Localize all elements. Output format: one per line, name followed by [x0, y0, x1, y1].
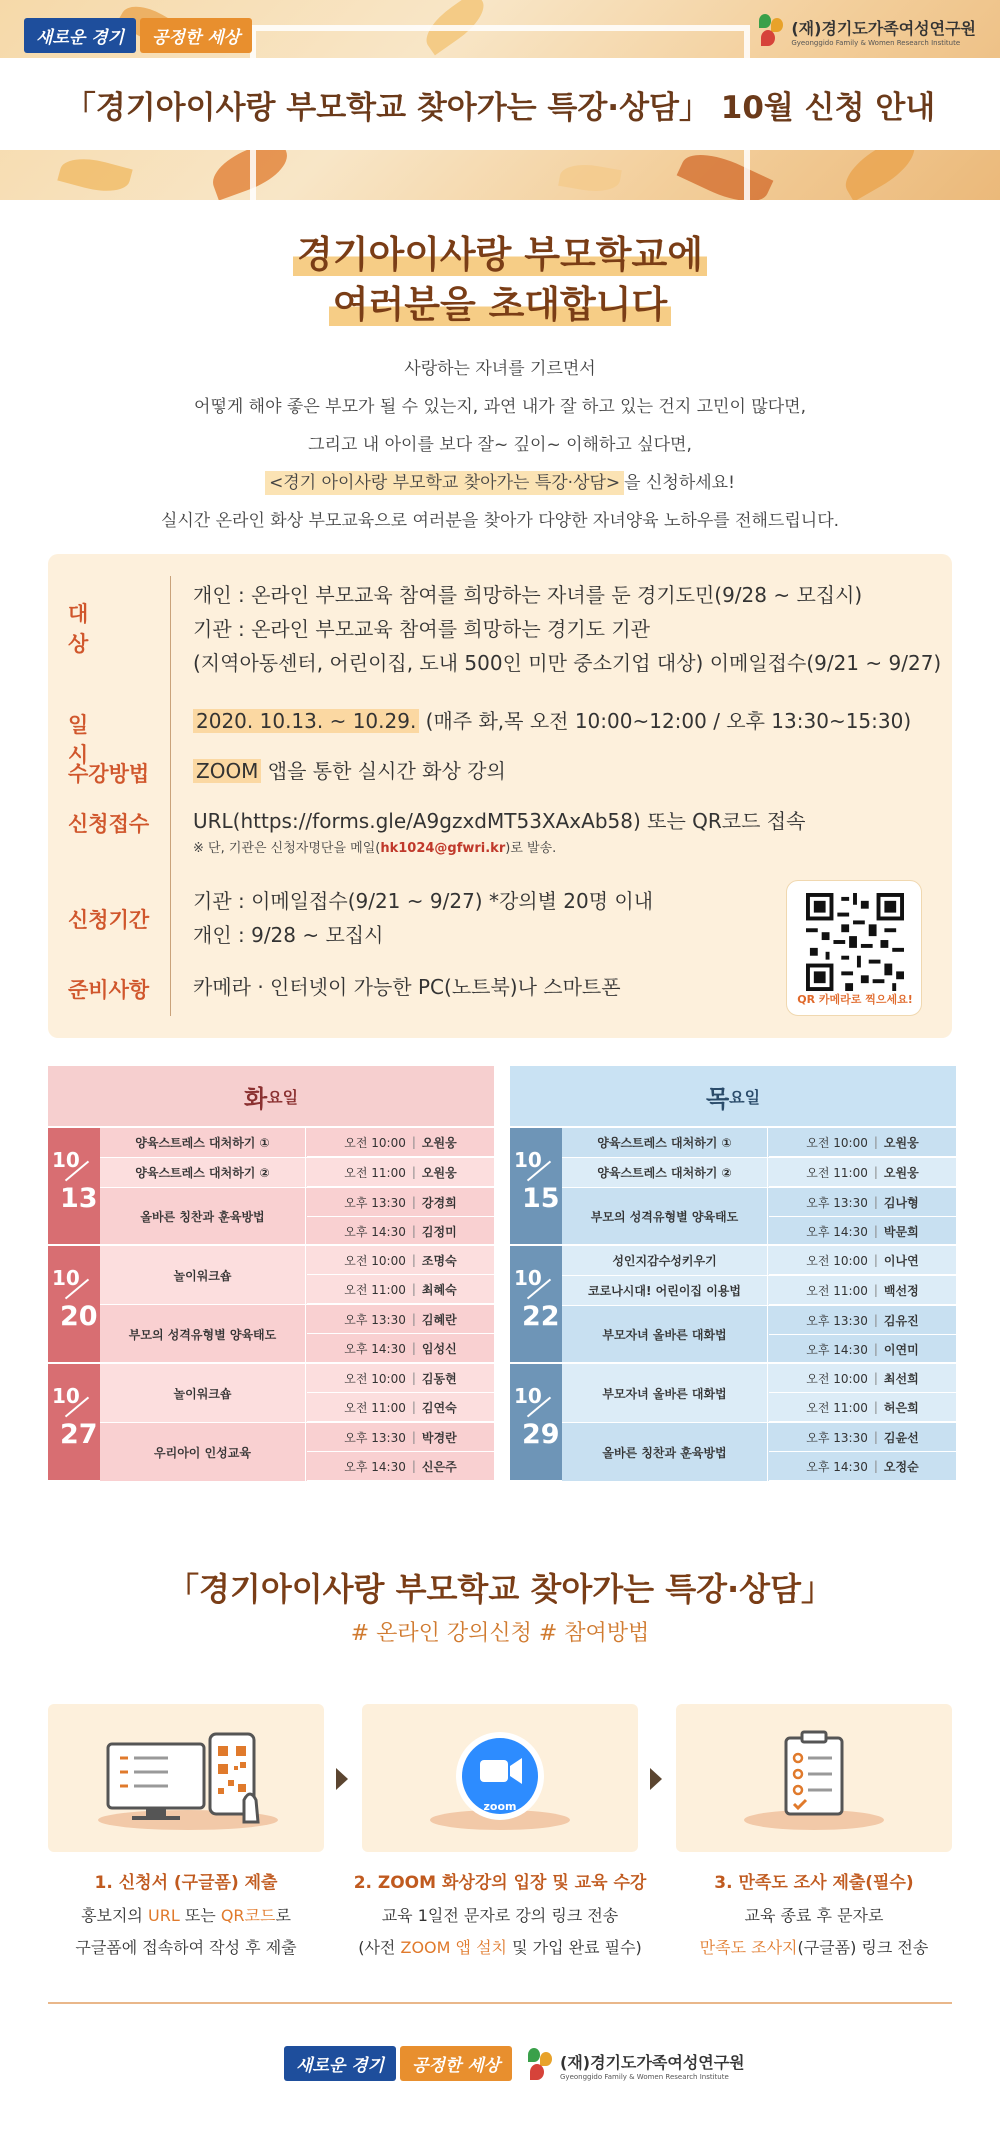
table-row	[100, 1246, 494, 1305]
time-slot: 오후 14:30 | 박문희	[769, 1217, 956, 1246]
date-cell: 10 15	[510, 1128, 562, 1244]
step-title: 3. 만족도 조사 제출(필수)	[714, 1873, 914, 1893]
invite-line: 어떻게 해야 좋은 부모가 될 수 있는지, 과연 내가 잘 하고 있는 건지 고민이 많다면,	[194, 397, 806, 417]
invite-line: 그리고 내 아이를 보다 잘~ 깊이~ 이해하고 싶다면,	[308, 435, 692, 455]
date-label: 일 시	[68, 713, 111, 767]
howto-tags: # 온라인 강의신청 # 참여방법	[350, 1621, 650, 1646]
time-slot: 오전 11:00 | 오원웅	[769, 1158, 956, 1187]
apply-url[interactable]: URL(https://forms.gle/A9gzxdMT53XAxAb58) 또는 QR코드 접속	[193, 809, 806, 833]
method-detail: 앱을 통한 실시간 화상 강의	[261, 759, 506, 783]
day-name: 화	[243, 1084, 268, 1113]
table-row	[562, 1423, 956, 1482]
time-slot: 오전 10:00 | 김동현	[307, 1364, 494, 1393]
day-header-tuesday	[48, 1066, 494, 1126]
invite-paragraph	[0, 350, 1000, 540]
step-card-zoom	[362, 1704, 638, 1852]
computer-phone-icon	[48, 1704, 324, 1852]
table-row	[562, 1246, 956, 1276]
zoom-label: zoom	[483, 1800, 517, 1813]
time-slot: 오후 13:30 | 김유진	[769, 1306, 956, 1335]
org-logo	[757, 12, 976, 50]
page-title: 「경기아이사랑 부모학교 찾아가는 특강·상담」 10월 신청 안내	[64, 89, 936, 126]
date-range: 2020. 10.13. ~ 10.29.	[193, 709, 419, 733]
period-label: 신청기간	[68, 908, 150, 932]
time-slot: 오후 14:30 | 신은주	[307, 1452, 494, 1481]
table-row	[100, 1158, 494, 1188]
table-row	[562, 1158, 956, 1188]
time-slot: 오후 13:30 | 김나형	[769, 1188, 956, 1217]
qr-code[interactable]	[786, 880, 922, 1016]
prep-detail: 카메라 · 인터넷이 가능한 PC(노트북)나 스마트폰	[193, 975, 621, 999]
date-block	[48, 1126, 494, 1244]
method-label: 수강방법	[68, 762, 150, 786]
day-suffix: 요일	[267, 1087, 299, 1107]
divider	[170, 576, 171, 1016]
apply-note: ※ 단, 기관은 신청자명단을 메일(	[193, 841, 381, 856]
time-slot: 오후 14:30 | 임성신	[307, 1334, 494, 1363]
divider	[48, 2002, 952, 2004]
qr-code-icon	[806, 893, 904, 991]
target-label: 대 상	[68, 602, 111, 656]
time-slot: 오전 10:00 | 오원웅	[307, 1128, 494, 1157]
org-name-kr: (재)경기도가족여성연구원	[560, 2052, 745, 2072]
time-slot: 오후 14:30 | 이연미	[769, 1335, 956, 1364]
invite-heading-line1: 경기아이사랑 부모학교에	[293, 233, 707, 276]
time-slot: 오후 13:30 | 강경희	[307, 1188, 494, 1217]
step-card-apply	[48, 1704, 324, 1852]
time-slot: 오후 13:30 | 김혜란	[307, 1305, 494, 1334]
date-block	[48, 1362, 494, 1480]
date-cell: 10 22	[510, 1246, 562, 1362]
table-row	[562, 1276, 956, 1306]
period-individual: 개인 : 9/28 ~ 모집시	[193, 923, 384, 947]
date-cell: 10 13	[48, 1128, 100, 1244]
table-row	[100, 1188, 494, 1246]
target-institution-detail: (지역아동센터, 어린이집, 도내 500인 미만 중소기업 대상) 이메일접수(9/21 ~ 9/27)	[193, 651, 942, 675]
course-name: 부모의 성격유형별 양육태도	[100, 1305, 306, 1363]
footer-slogan	[284, 2046, 512, 2081]
leaf-decoration	[57, 151, 132, 198]
slogan-right: 공정한 세상	[400, 2046, 512, 2081]
howto-title: 「경기아이사랑 부모학교 찾아가는 특강·상담」	[167, 1570, 833, 1608]
qr-caption: QR 카메라로 찍으세요!	[797, 993, 913, 1006]
zoom-logo-icon	[362, 1704, 638, 1852]
slogan-left: 새로운 경기	[24, 18, 136, 53]
schedule-tuesday	[48, 1066, 494, 1480]
day-header-thursday	[510, 1066, 956, 1126]
invite-line: 사랑하는 자녀를 기르면서	[404, 359, 596, 379]
time-slot: 오전 10:00 | 최선희	[769, 1364, 956, 1393]
course-name: 올바른 칭찬과 훈육방법	[562, 1423, 768, 1481]
program-name-highlight: <경기 아이사랑 부모학교 찾아가는 특강·상담>	[265, 471, 624, 495]
info-box	[48, 554, 952, 1038]
table-row	[562, 1128, 956, 1158]
date-cell: 10 20	[48, 1246, 100, 1362]
day-suffix: 요일	[729, 1087, 761, 1107]
org-name-kr: (재)경기도가족여성연구원	[791, 18, 976, 38]
clipboard-checklist-icon	[676, 1704, 952, 1852]
apply-label: 신청접수	[68, 812, 150, 836]
step-description: 교육 1일전 문자로 강의 링크 전송 (사전 ZOOM 앱 설치 및 가입 완료 필수)	[358, 1906, 642, 1957]
course-name: 부모자녀 올바른 대화법	[562, 1364, 768, 1422]
prep-label: 준비사항	[68, 978, 150, 1002]
course-name: 양육스트레스 대처하기 ①	[562, 1128, 768, 1157]
table-row	[100, 1305, 494, 1364]
course-name: 양육스트레스 대처하기 ②	[100, 1158, 306, 1187]
apply-note-end: )로 발송.	[505, 841, 557, 856]
org-logo-mark	[757, 12, 787, 50]
time-slot: 오전 11:00 | 백선정	[769, 1276, 956, 1305]
step-card-survey	[676, 1704, 952, 1852]
slogan-right: 공정한 세상	[140, 18, 252, 53]
date-block	[510, 1362, 956, 1480]
table-row	[100, 1128, 494, 1158]
date-block	[510, 1244, 956, 1362]
date-detail: (매주 화,목 오전 10:00~12:00 / 오후 13:30~15:30)	[419, 709, 912, 733]
method-zoom: ZOOM	[193, 759, 261, 783]
step-description: 홍보지의 URL 또는 QR코드로 구글폼에 접속하여 작성 후 제출	[75, 1906, 297, 1957]
time-slot: 오후 14:30 | 오정순	[769, 1452, 956, 1481]
target-institution: 기관 : 온라인 부모교육 참여를 희망하는 경기도 기관	[193, 617, 650, 641]
course-name: 우리아이 인성교육	[100, 1423, 306, 1481]
date-block	[48, 1244, 494, 1362]
step-title: 1. 신청서 (구글폼) 제출	[94, 1873, 278, 1893]
time-slot: 오후 14:30 | 김정미	[307, 1217, 494, 1246]
org-name-en: Gyeonggido Family & Women Research Institute	[791, 38, 961, 47]
table-row	[100, 1364, 494, 1423]
table-row	[562, 1306, 956, 1364]
org-logo-mark	[526, 2046, 556, 2084]
invite-line: 실시간 온라인 화상 부모교육으로 여러분을 찾아가 다양한 자녀양육 노하우를 전해드립니다.	[160, 511, 840, 531]
title-band	[0, 58, 1000, 150]
date-cell: 10 29	[510, 1364, 562, 1480]
time-slot: 오전 10:00 | 조명숙	[307, 1246, 494, 1275]
course-name: 놀이워크숍	[100, 1246, 306, 1304]
slogan-badge	[24, 18, 252, 53]
date-cell: 10 27	[48, 1364, 100, 1480]
time-slot: 오전 11:00 | 김연숙	[307, 1393, 494, 1422]
period-institution: 기관 : 이메일접수(9/21 ~ 9/27) *강의별 20명 이내	[193, 889, 654, 913]
footer-logo	[526, 2046, 745, 2084]
course-name: 부모의 성격유형별 양육태도	[562, 1188, 768, 1245]
course-name: 양육스트레스 대처하기 ①	[100, 1128, 306, 1157]
time-slot: 오후 13:30 | 김윤선	[769, 1423, 956, 1452]
invite-heading	[0, 230, 1000, 330]
time-slot: 오전 10:00 | 오원웅	[769, 1128, 956, 1157]
table-row	[562, 1364, 956, 1423]
course-name: 코로나시대! 어린이집 이용법	[562, 1276, 768, 1305]
course-name: 성인지감수성키우기	[562, 1246, 768, 1275]
org-name-en: Gyeonggido Family & Women Research Institute	[560, 2072, 729, 2081]
header-banner	[0, 0, 1000, 200]
course-name: 놀이워크숍	[100, 1364, 306, 1422]
time-slot: 오전 11:00 | 오원웅	[307, 1158, 494, 1187]
step-title: 2. ZOOM 화상강의 입장 및 교육 수강	[353, 1873, 647, 1893]
invite-line: 을 신청하세요!	[624, 473, 735, 493]
table-row	[100, 1423, 494, 1482]
course-name: 부모자녀 올바른 대화법	[562, 1306, 768, 1363]
slogan-left: 새로운 경기	[284, 2046, 396, 2081]
date-block	[510, 1126, 956, 1244]
table-row	[562, 1188, 956, 1246]
time-slot: 오전 10:00 | 이나연	[769, 1246, 956, 1275]
target-individual: 개인 : 온라인 부모교육 참여를 희망하는 자녀를 둔 경기도민(9/28 ~ 모집시)	[193, 583, 863, 607]
time-slot: 오전 11:00 | 최혜숙	[307, 1275, 494, 1304]
day-name: 목	[705, 1084, 730, 1113]
schedule-thursday	[510, 1066, 956, 1480]
time-slot: 오후 13:30 | 박경란	[307, 1423, 494, 1452]
course-name: 올바른 칭찬과 훈육방법	[100, 1188, 306, 1245]
step-description: 교육 종료 후 문자로 만족도 조사지(구글폼) 링크 전송	[699, 1906, 929, 1957]
arrow-right-icon	[336, 1768, 348, 1790]
invite-heading-line2: 여러분을 초대합니다	[329, 283, 672, 326]
arrow-right-icon	[650, 1768, 662, 1790]
time-slot: 오전 11:00 | 허은희	[769, 1393, 956, 1422]
course-name: 양육스트레스 대처하기 ②	[562, 1158, 768, 1187]
apply-email-link[interactable]: hk1024@gfwri.kr	[380, 841, 506, 856]
